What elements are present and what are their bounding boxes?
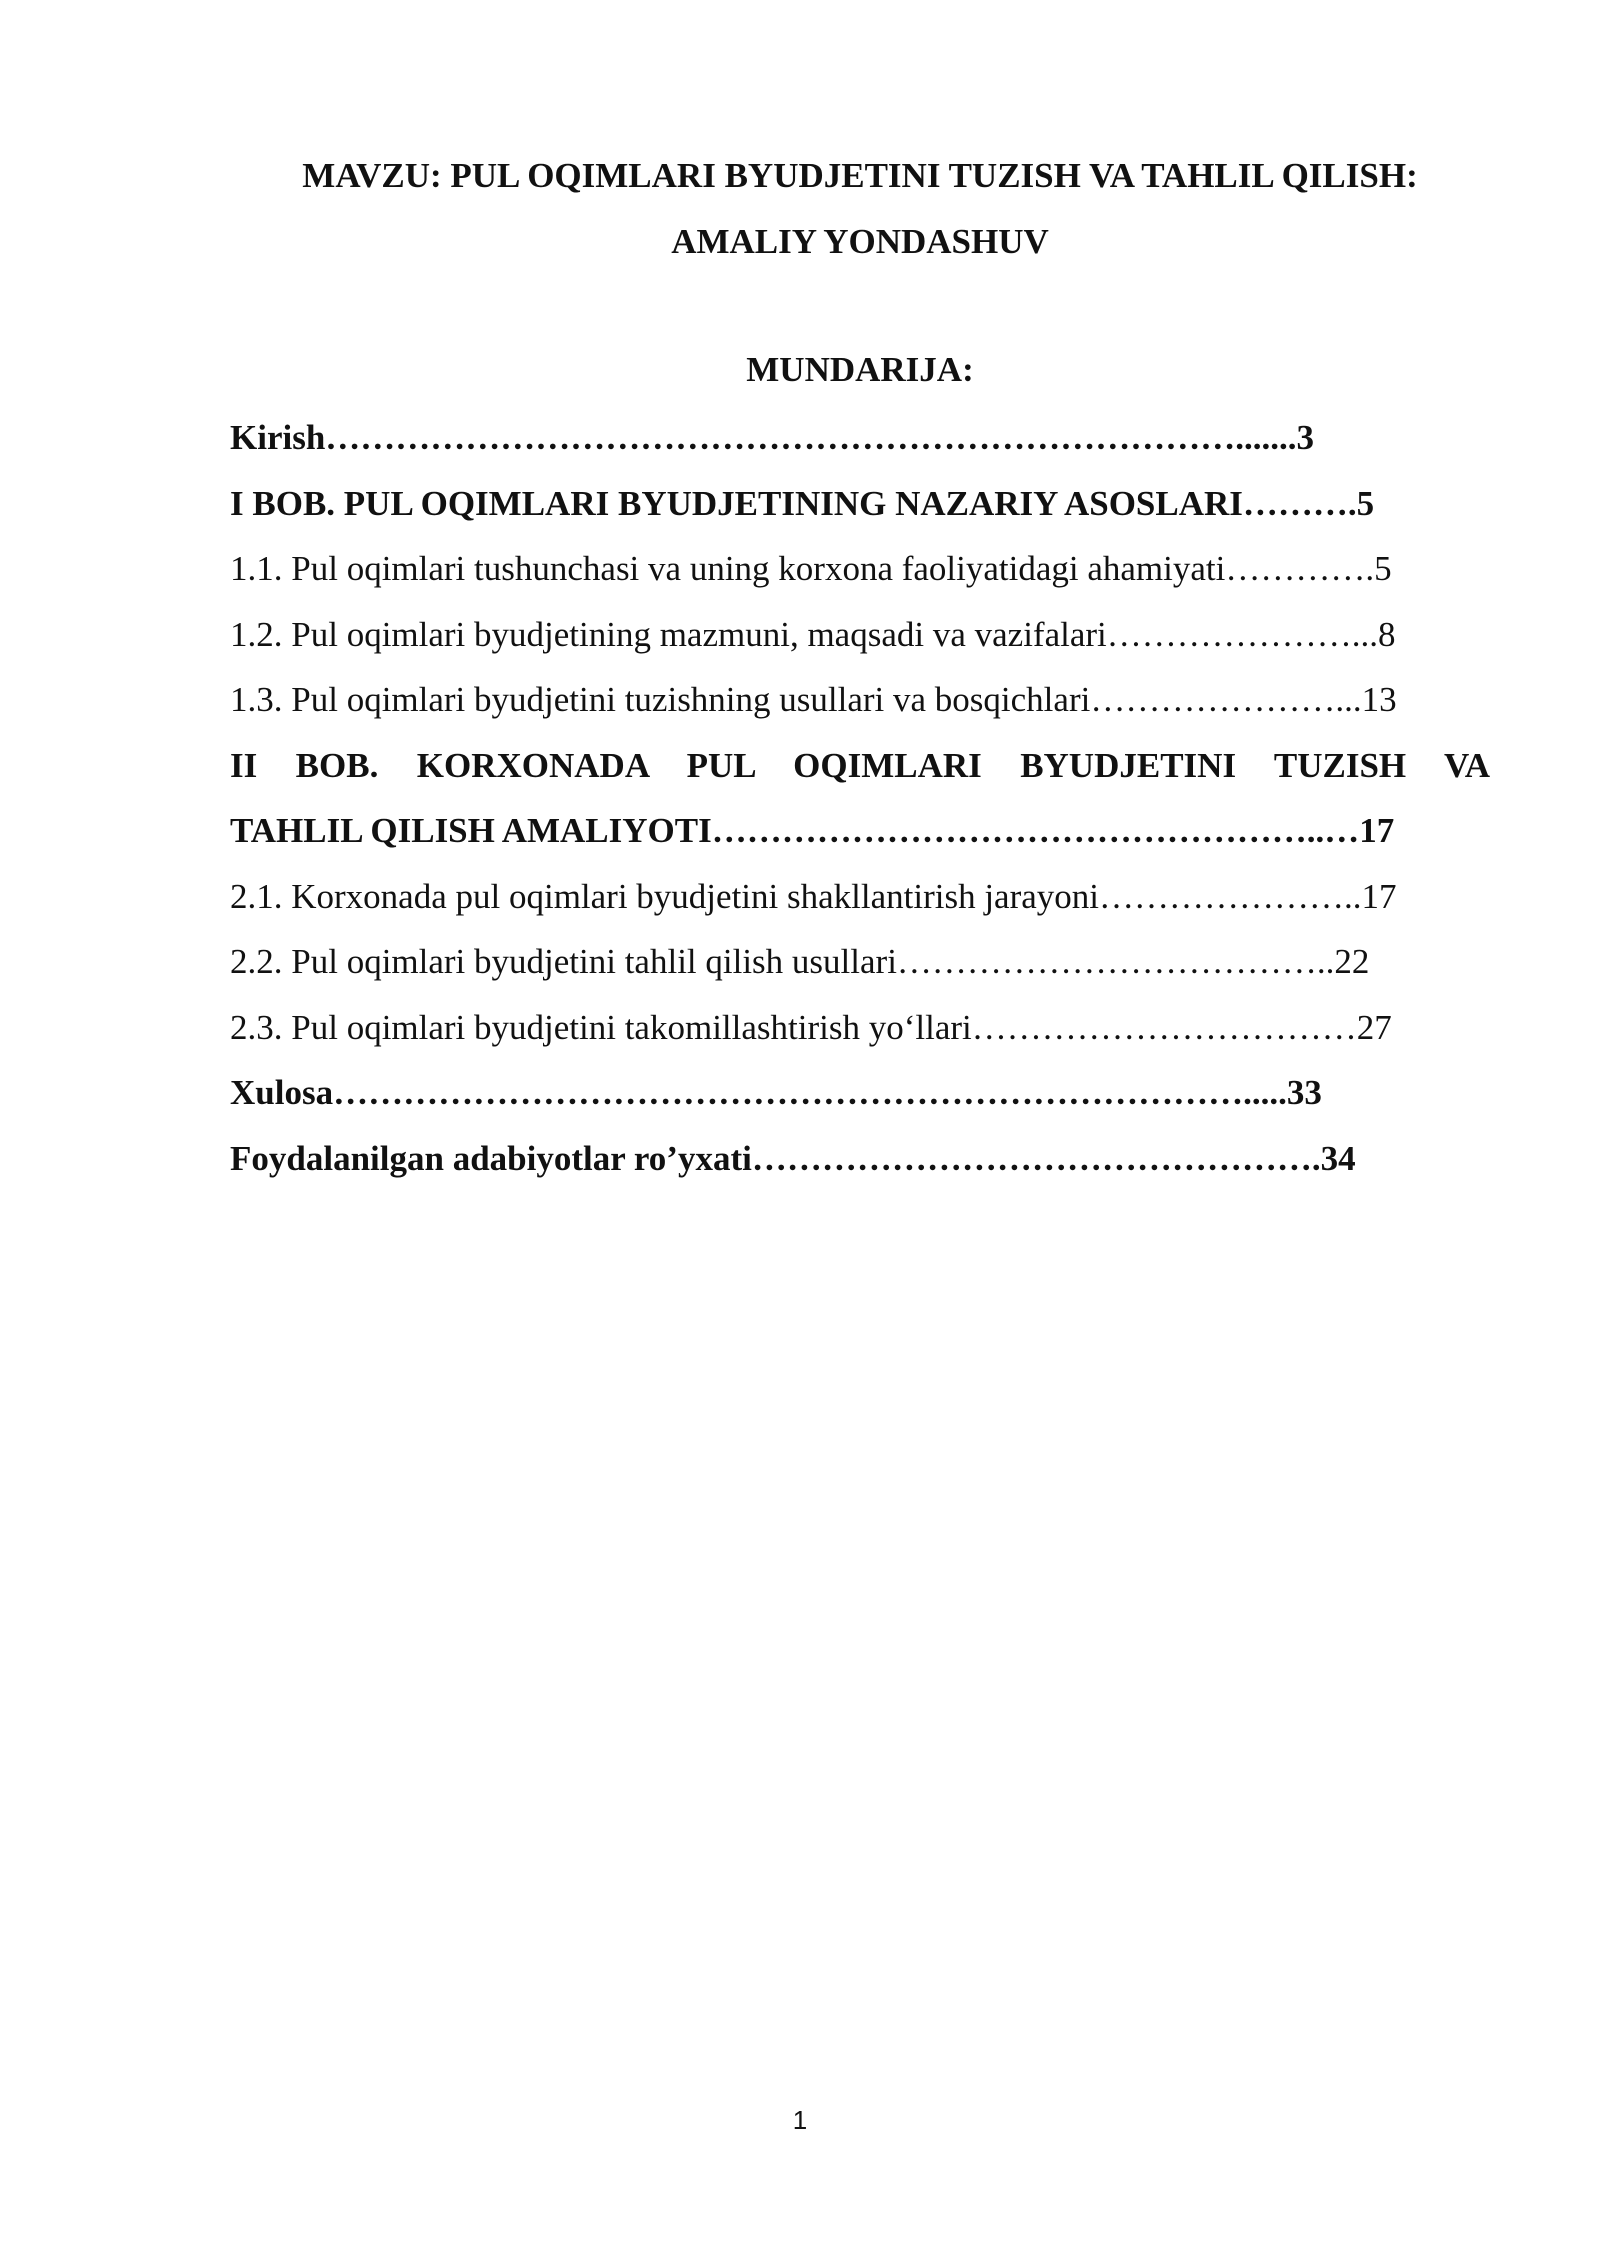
toc-entry-chapter-2-line-2[interactable]: TAHLIL QILISH AMALIYOTI……………………………………………..…17: [230, 811, 1395, 850]
toc-entry-introduction[interactable]: Kirish…………………………………………………………………….......3: [230, 418, 1315, 457]
toc-entry-2-1[interactable]: 2.1. Korxonada pul oqimlari byudjetini shakllantirish jarayoni…………………..17: [230, 876, 1397, 916]
toc-entry-1-3[interactable]: 1.3. Pul oqimlari byudjetini tuzishning usullari va bosqichlari…………………...13: [230, 680, 1397, 719]
document-title: [230, 143, 1490, 275]
toc-entry-chapter-1[interactable]: I BOB. PUL OQIMLARI BYUDJETINING NAZARIY ASOSLARI……….5: [230, 483, 1375, 523]
title-line-1: MAVZU: PUL OQIMLARI BYUDJETINI TUZISH VA TAHLIL QILISH:: [302, 156, 1418, 195]
contents-heading: MUNDARIJA:: [746, 350, 974, 389]
title-line-2: AMALIY YONDASHUV: [671, 222, 1049, 261]
toc-entry-chapter-2-line-1[interactable]: II BOB. KORXONADA PUL OQIMLARI BYUDJETINI TUZISH VA: [230, 745, 1490, 785]
toc-entry-2-3[interactable]: 2.3. Pul oqimlari byudjetini takomillashtirish yo‘llari……………………………27: [230, 1007, 1392, 1047]
toc-entry-conclusion[interactable]: Xulosa…………………………………………………………………….....33: [230, 1073, 1322, 1112]
page-number: 1: [792, 2105, 808, 2135]
toc-entry-1-2[interactable]: 1.2. Pul oqimlari byudjetining mazmuni, maqsadi va vazifalari…………………...8: [230, 614, 1396, 654]
toc-entry-references[interactable]: Foydalanilgan adabiyotlar ro’yxati………………………………………….34: [230, 1138, 1356, 1178]
toc-entry-1-1[interactable]: 1.1. Pul oqimlari tushunchasi va uning korxona faoliyatidagi ahamiyati………….5: [230, 549, 1392, 588]
table-of-contents: [230, 405, 1490, 1191]
toc-entry-2-2[interactable]: 2.2. Pul oqimlari byudjetini tahlil qilish usullari………………………………..22: [230, 942, 1370, 981]
